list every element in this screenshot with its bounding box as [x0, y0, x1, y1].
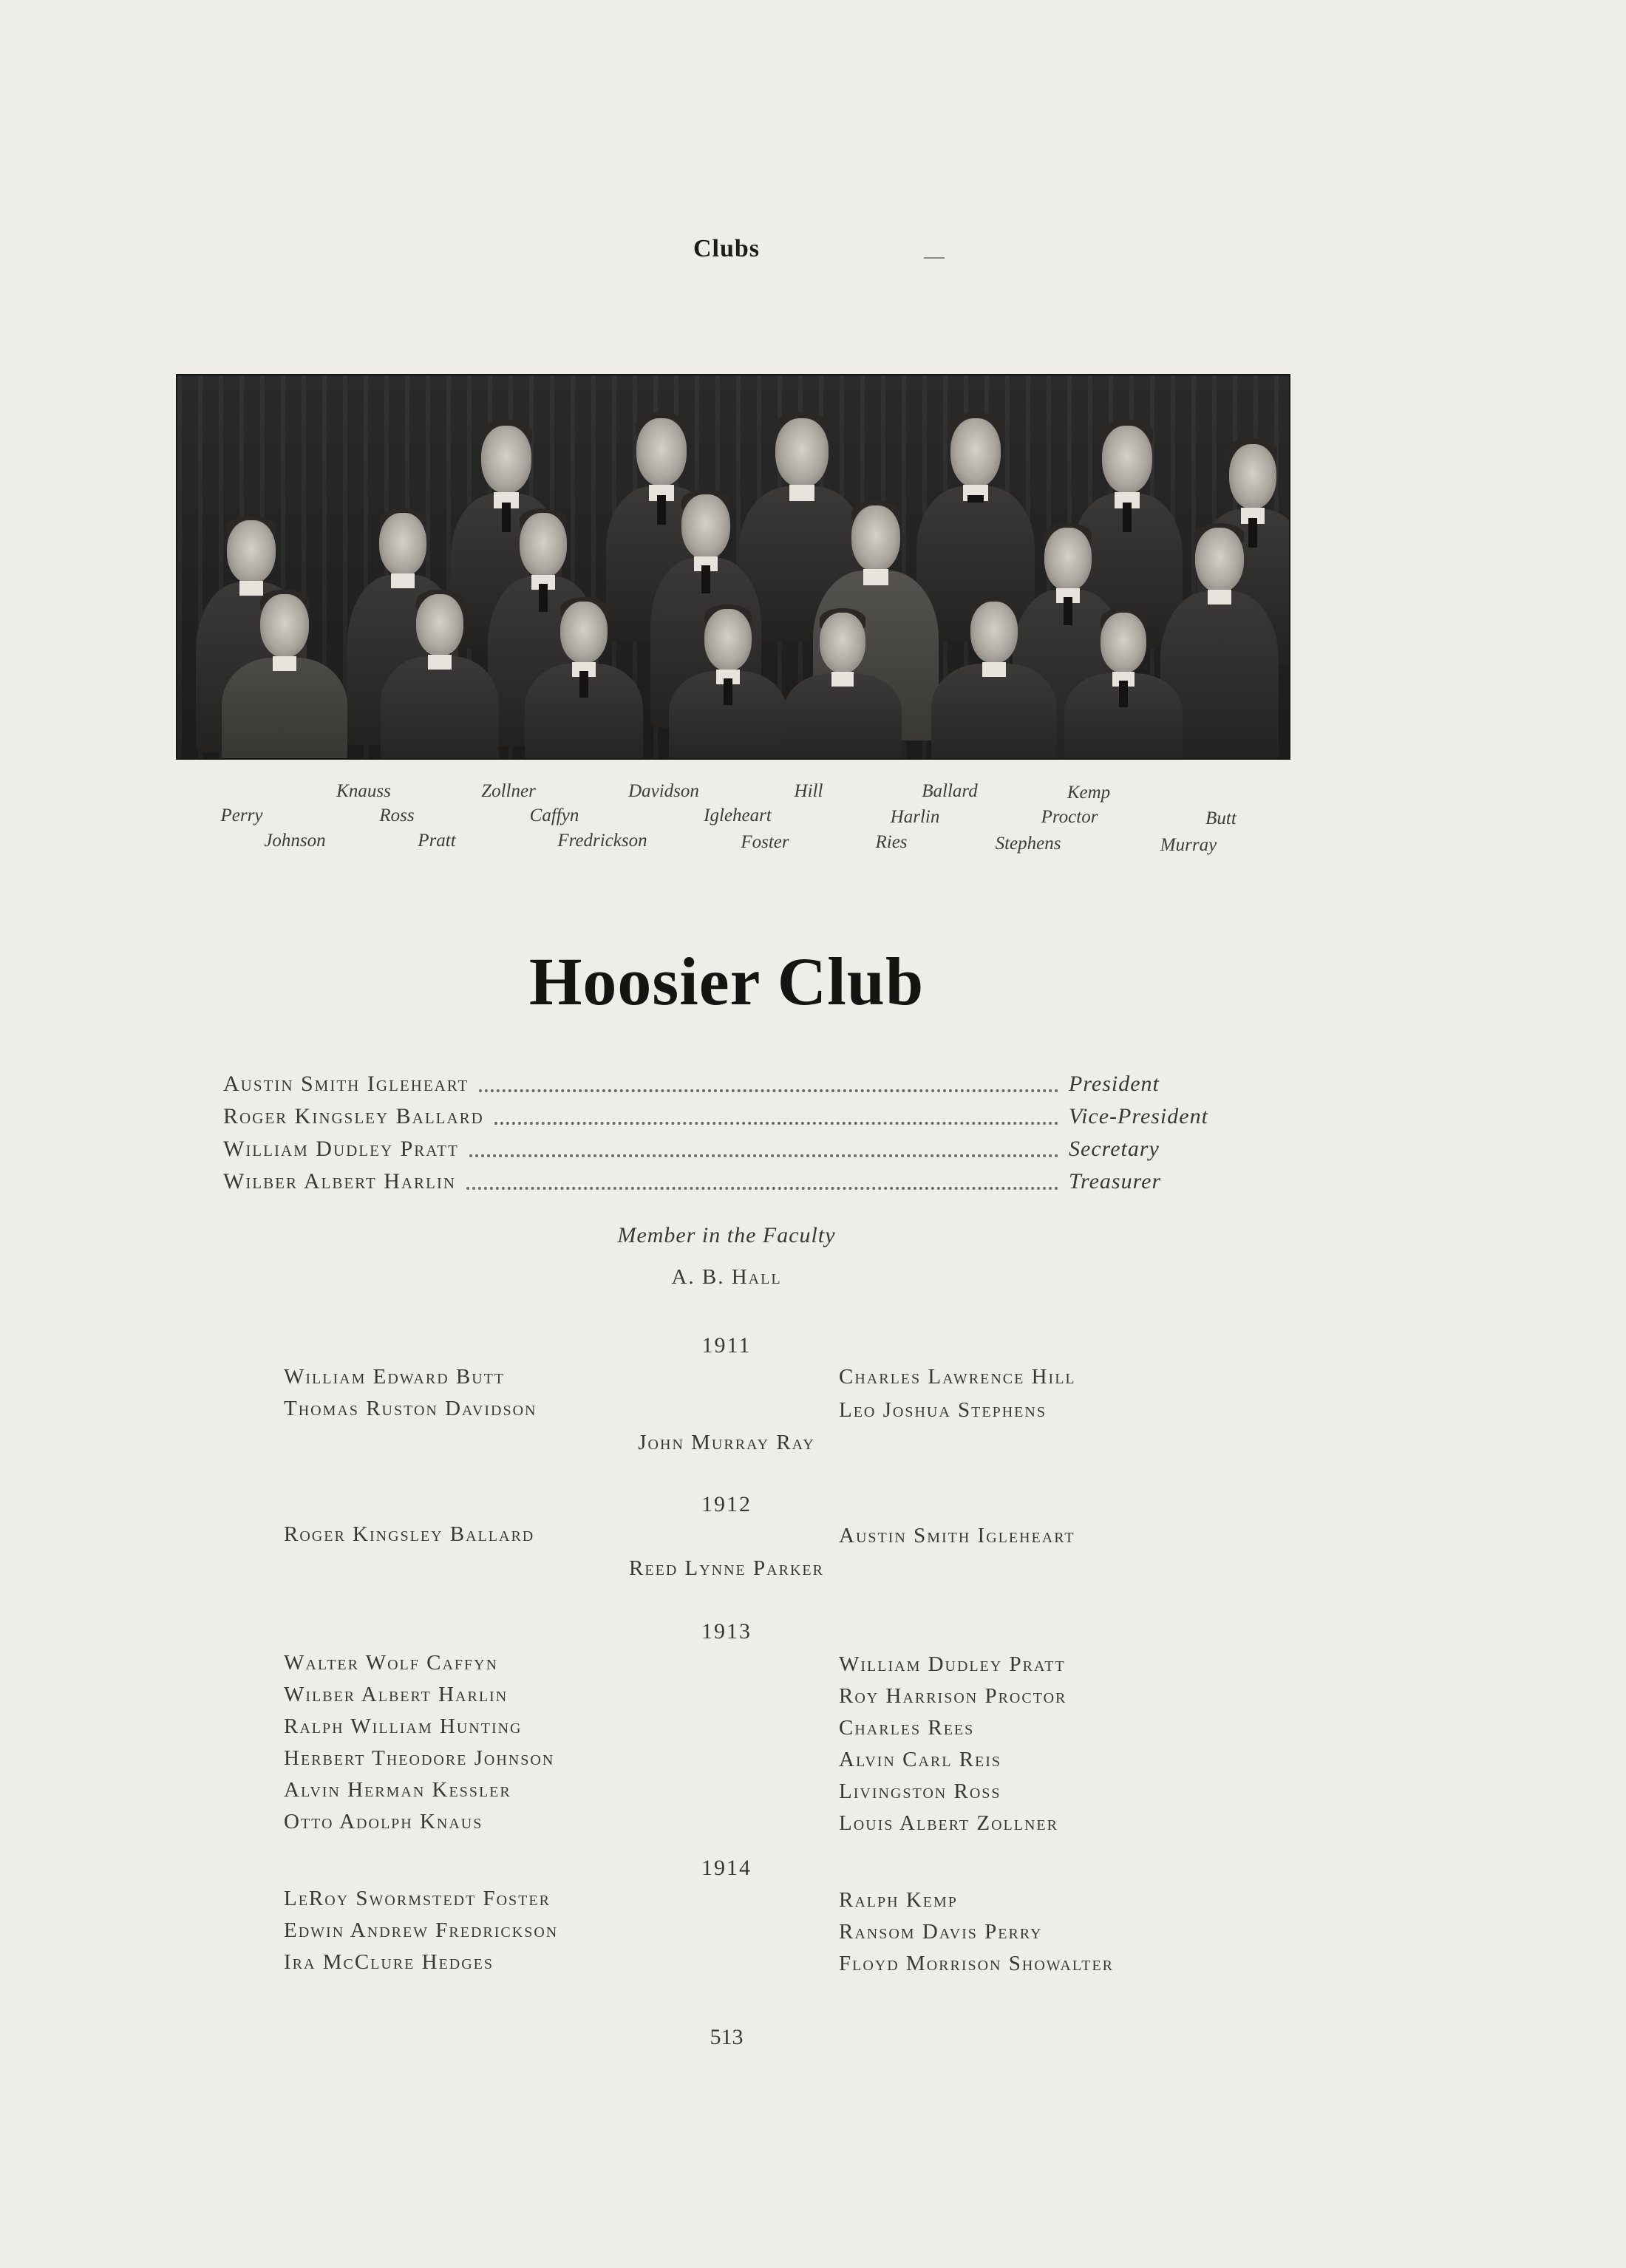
caption-name: Stephens — [995, 834, 1061, 854]
member-name: Austin Smith Igleheart — [839, 1524, 1075, 1547]
member-name: Reed Lynne Parker — [629, 1556, 824, 1580]
photo-figure — [783, 608, 902, 760]
class-year: 1911 — [701, 1333, 752, 1358]
caption-name: Ross — [379, 806, 415, 825]
caption-name: Knauss — [336, 781, 391, 801]
member-name: Ralph Kemp — [839, 1888, 958, 1912]
officer-name: Austin Smith Igleheart — [223, 1072, 469, 1096]
caption-name: Butt — [1205, 808, 1236, 828]
class-year: 1913 — [701, 1619, 752, 1644]
officer-row — [223, 1137, 1243, 1166]
member-name: LeRoy Swormstedt Foster — [284, 1887, 551, 1910]
class-year: 1912 — [701, 1492, 752, 1516]
member-name: Thomas Ruston Davidson — [284, 1397, 537, 1420]
caption-name: Kemp — [1067, 783, 1111, 803]
leader-dots — [479, 1089, 1058, 1092]
member-name: Ira McClure Hedges — [284, 1950, 494, 1974]
club-title: Hoosier Club — [528, 944, 925, 1019]
photo-figure — [525, 597, 643, 760]
member-name: Edwin Andrew Fredrickson — [284, 1918, 559, 1942]
caption-name: Murray — [1160, 835, 1217, 855]
member-name: John Murray Ray — [638, 1431, 815, 1454]
member-name: Otto Adolph Knaus — [284, 1810, 483, 1833]
photo-figure — [669, 605, 787, 760]
faculty-label: Member in the Faculty — [617, 1223, 836, 1247]
photo-figure — [1064, 608, 1183, 760]
running-header: Clubs — [693, 235, 761, 262]
faculty-name: A. B. Hall — [671, 1265, 782, 1289]
caption-name: Perry — [220, 806, 263, 825]
caption-name: Foster — [741, 832, 789, 852]
caption-name: Harlin — [890, 807, 940, 827]
header-rule — [924, 257, 945, 259]
member-name: Wilber Albert Harlin — [284, 1683, 508, 1706]
member-name: Leo Joshua Stephens — [839, 1398, 1047, 1422]
officer-name: Roger Kingsley Ballard — [223, 1104, 484, 1128]
officer-row — [223, 1104, 1243, 1134]
member-name: Walter Wolf Caffyn — [284, 1651, 499, 1675]
officer-role: Treasurer — [1069, 1169, 1162, 1193]
page-number: 513 — [710, 2025, 744, 2049]
officer-row — [223, 1072, 1243, 1101]
photo-figure — [931, 597, 1057, 760]
member-name: Roger Kingsley Ballard — [284, 1522, 535, 1546]
member-name: William Edward Butt — [284, 1365, 506, 1389]
caption-name: Hill — [794, 781, 823, 801]
member-name: Ralph William Hunting — [284, 1714, 523, 1738]
caption-name: Caffyn — [529, 806, 579, 825]
member-name: Charles Lawrence Hill — [839, 1365, 1076, 1389]
leader-dots — [494, 1122, 1058, 1125]
leader-dots — [469, 1154, 1058, 1157]
caption-name: Proctor — [1041, 807, 1098, 827]
member-name: Alvin Carl Reis — [839, 1748, 1002, 1771]
member-name: William Dudley Pratt — [839, 1652, 1066, 1676]
caption-name: Igleheart — [704, 806, 772, 825]
caption-name: Ries — [875, 832, 908, 852]
officer-name: William Dudley Pratt — [223, 1137, 459, 1161]
class-year: 1914 — [701, 1856, 752, 1880]
member-name: Charles Rees — [839, 1716, 975, 1740]
member-name: Herbert Theodore Johnson — [284, 1746, 555, 1770]
member-name: Ransom Davis Perry — [839, 1920, 1043, 1944]
leader-dots — [466, 1187, 1058, 1190]
officer-role: Secretary — [1069, 1137, 1160, 1161]
member-name: Livingston Ross — [839, 1780, 1001, 1803]
member-name: Floyd Morrison Showalter — [839, 1952, 1115, 1975]
member-name: Alvin Herman Kessler — [284, 1778, 511, 1802]
officer-name: Wilber Albert Harlin — [223, 1169, 457, 1193]
caption-name: Davidson — [628, 781, 699, 801]
photo-figure — [222, 590, 347, 760]
officer-row — [223, 1169, 1243, 1199]
group-photograph — [176, 374, 1290, 760]
caption-name: Johnson — [264, 831, 326, 851]
officer-role: President — [1069, 1072, 1160, 1096]
caption-name: Pratt — [418, 831, 456, 851]
caption-name: Zollner — [481, 781, 536, 801]
caption-name: Fredrickson — [557, 831, 647, 851]
member-name: Roy Harrison Proctor — [839, 1684, 1067, 1708]
member-name: Louis Albert Zollner — [839, 1811, 1058, 1835]
caption-name: Ballard — [922, 781, 978, 801]
photo-figure — [381, 590, 499, 760]
officer-role: Vice-President — [1069, 1104, 1208, 1128]
